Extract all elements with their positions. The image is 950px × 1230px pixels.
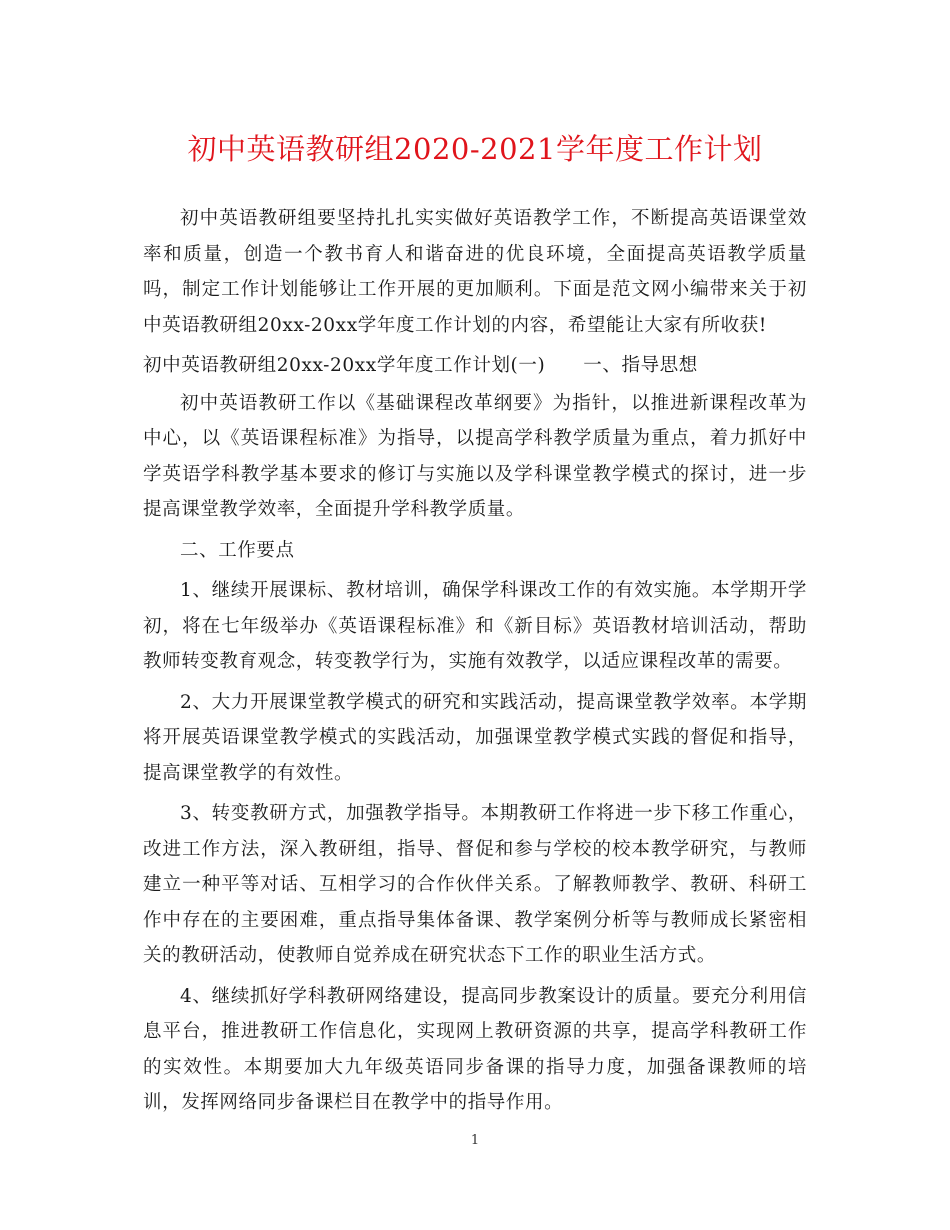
section1-paragraph: 初中英语教研工作以《基础课程改革纲要》为指针，以推进新课程改革为中心，以《英语课程标准》为指导，以提高学科教学质量为重点，着力抓好中学英语学科教学基本要求的修订与实施以及学科课堂教学模式的探讨，进一步提高课堂教学效率，全面提升学科教学质量。: [143, 392, 807, 520]
work-point-2: 2、大力开展课堂教学模式的研究和实践活动，提高课堂教学效率。本学期将开展英语课堂教学模式的实践活动，加强课堂教学模式实践的督促和指导，提高课堂教学的有效性。: [143, 691, 807, 784]
work-point-3: 3、转变教研方式，加强教学指导。本期教研工作将进一步下移工作重心，改进工作方法，深入教研组，指导、督促和参与学校的校本教学研究，与教师建立一种平等对话、互相学习的合作伙伴关系。了解教师教学、教研、科研工作中存在的主要困难，重点指导集体备课、教学案例分析等与教师成长紧密相关的教研活动，使教师自觉养成在研究状态下工作的职业生活方式。: [143, 803, 807, 966]
subtitle-line: [143, 348, 807, 384]
plan-subtitle: 初中英语教研组20xx-20xx学年度工作计划(一): [143, 355, 546, 376]
page-number: 1: [470, 1133, 480, 1148]
work-point-4: 4、继续抓好学科教研网络建设，提高同步教案设计的质量。要充分利用信息平台，推进教研工作信息化，实现网上教研资源的共享，提高学科教研工作的实效性。本期要加大九年级英语同步备课的指导力度，加强备课教师的培训，发挥网络同步备课栏目在教学中的指导作用。: [143, 985, 807, 1113]
section-heading-guiding-ideology: 一、指导思想: [583, 355, 698, 376]
work-point-1: 1、继续开展课标、教材培训，确保学科课改工作的有效实施。本学期开学初，将在七年级举办《英语课程标准》和《新目标》英语教材培训活动，帮助教师转变教育观念，转变教学行为，实施有效教学，以适应课程改革的需要。: [143, 580, 807, 672]
document-title: 初中英语教研组2020-2021学年度工作计划: [187, 132, 763, 166]
document-body: [143, 201, 807, 1126]
section-heading-work-points: 二、工作要点: [180, 539, 295, 561]
intro-paragraph: 初中英语教研组要坚持扎扎实实做好英语教学工作，不断提高英语课堂效率和质量，创造一个教书育人和谐奋进的优良环境，全面提高英语教学质量吗，制定工作计划能够让工作开展的更加顺利。下面是范文网小编带来关于初中英语教研组20xx-20xx学年度工作计划的内容，希望能让大家有所收获!: [143, 208, 807, 336]
